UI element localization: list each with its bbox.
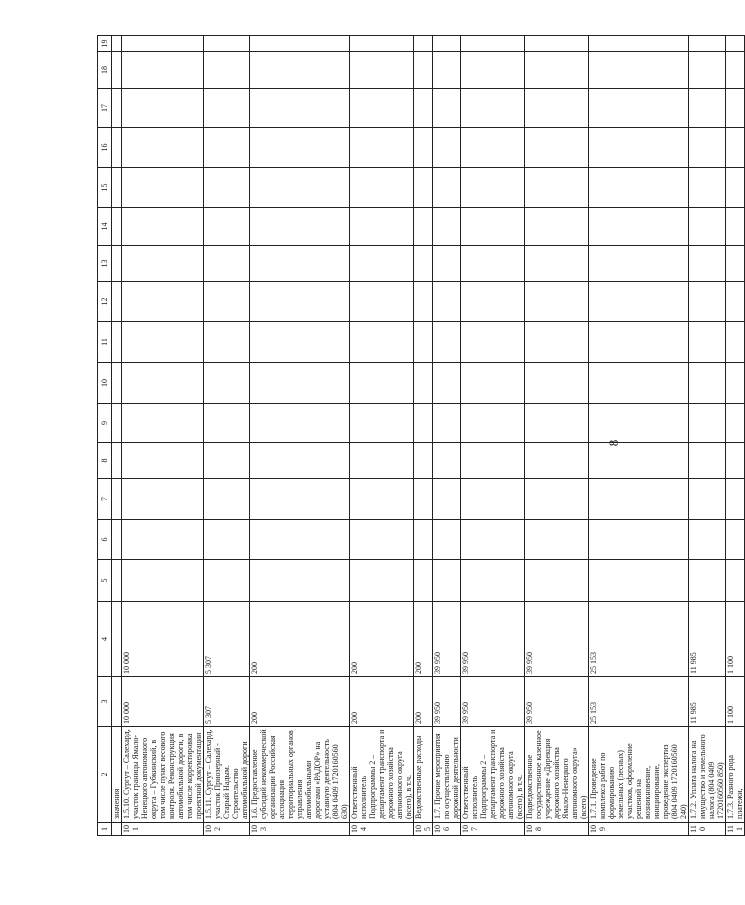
year-value-cell: 39 950 [433,602,461,677]
empty-cell [122,246,204,282]
empty-cell [122,208,204,246]
empty-cell [525,363,589,404]
total-value-cell: 200 [350,677,414,727]
row-name-cell: Ответственный исполнитель Подпрограммы 2 – департамент транспорта и дорожного хозяйства автономного округа (всего), в т.ч. [461,727,525,823]
row-name-cell: 1.7.1. Проведение комплекса работ по формированию земельных (лесных) участков, оформление решений на возникновение, инициирование, проведение экспертиз (804 0409 1720160560 240) [589,727,689,823]
empty-cell [525,208,589,246]
empty-cell [589,89,689,128]
empty-cell [112,246,122,282]
empty-cell [204,128,250,168]
total-value-cell: 200 [250,677,350,727]
empty-cell [525,520,589,560]
empty-cell [112,322,122,363]
total-value-cell: 1 100 [726,677,745,727]
empty-cell [414,36,433,52]
row-number-cell: 109 [589,823,689,836]
empty-cell [461,128,525,168]
year-value-cell [112,602,122,677]
row-name-cell: 1.5.10. Сургут – Салехард, участок границы Ямало-Ненецкого автономного округа – Губкинский, в том числе пункт весового контроля. Реконструкция автомобильной дороги, в том числе корректировка проектной документации [122,727,204,823]
empty-cell [461,520,525,560]
empty-cell [112,479,122,520]
empty-cell [525,560,589,602]
empty-cell [689,479,726,520]
column-header-6: 6 [98,520,112,560]
empty-cell [433,89,461,128]
empty-cell [461,52,525,89]
empty-cell [461,282,525,322]
empty-cell [122,52,204,89]
table-row [689,36,726,836]
empty-cell [112,520,122,560]
empty-cell [589,560,689,602]
empty-cell [204,168,250,208]
table-row [122,36,204,836]
empty-cell [461,479,525,520]
column-header-10: 10 [98,363,112,404]
total-value-cell: 11 985 [689,677,726,727]
empty-cell [726,404,745,443]
empty-cell [689,52,726,89]
empty-cell [689,322,726,363]
empty-cell [433,560,461,602]
empty-cell [589,322,689,363]
row-name-cell: значения [112,727,122,823]
empty-cell [122,520,204,560]
empty-cell [250,89,350,128]
table-row [414,36,433,836]
empty-cell [589,52,689,89]
total-value-cell [112,677,122,727]
empty-cell [350,322,414,363]
empty-cell [433,208,461,246]
row-number-cell: 110 [689,823,726,836]
empty-cell [433,520,461,560]
empty-cell [250,52,350,89]
budget-table [97,35,745,836]
empty-cell [204,246,250,282]
column-header-15: 15 [98,168,112,208]
empty-cell [112,36,122,52]
empty-cell [204,208,250,246]
empty-cell [204,404,250,443]
empty-cell [589,479,689,520]
empty-cell [689,128,726,168]
column-header-11: 11 [98,322,112,363]
table-row [204,36,250,836]
year-value-cell: 200 [414,602,433,677]
column-header-12: 12 [98,282,112,322]
empty-cell [250,363,350,404]
empty-cell [726,36,745,52]
empty-cell [433,128,461,168]
empty-cell [461,36,525,52]
empty-cell [525,128,589,168]
table-row [350,36,414,836]
total-value-cell: 39 950 [461,677,525,727]
row-name-cell: 1.5.11. Сургут – Салехард, участок Приозерный - Старый Надым. Строительство автомобильной дороги [204,727,250,823]
empty-cell [689,560,726,602]
row-number-cell [112,823,122,836]
empty-cell [250,246,350,282]
empty-cell [350,128,414,168]
empty-cell [250,36,350,52]
empty-cell [461,322,525,363]
table-row [525,36,589,836]
empty-cell [250,560,350,602]
empty-cell [589,168,689,208]
empty-cell [461,89,525,128]
empty-cell [525,404,589,443]
empty-cell [112,89,122,128]
empty-cell [112,282,122,322]
row-name-cell: 1.7. Прочие мероприятия по осуществлению дорожной деятельности [433,727,461,823]
empty-cell [414,282,433,322]
empty-cell [726,322,745,363]
empty-cell [122,560,204,602]
empty-cell [589,404,689,443]
empty-cell [461,404,525,443]
empty-cell [726,246,745,282]
row-number-cell: 104 [350,823,414,836]
empty-cell [112,208,122,246]
empty-cell [433,168,461,208]
table-row [726,36,745,836]
empty-cell [122,128,204,168]
empty-cell [250,404,350,443]
total-value-cell: 39 950 [525,677,589,727]
empty-cell [414,322,433,363]
empty-cell [525,89,589,128]
empty-cell [525,168,589,208]
row-name-cell: 1.6. Предоставление субсидий некоммерческой организации Российская ассоциация территориальных органов управления автомобильными дорогами «РАДОР» на уставную деятельность (804 0409 1720160560 630) [250,727,350,823]
row-name-cell: 1.7.3. Разного рода платежи, [726,727,745,823]
empty-cell [726,168,745,208]
year-value-cell: 25 153 [589,602,689,677]
empty-cell [525,479,589,520]
empty-cell [250,208,350,246]
empty-cell [525,322,589,363]
column-header-18: 18 [98,52,112,89]
empty-cell [112,363,122,404]
row-name-cell: Ведомственные расходы [414,727,433,823]
rotated-table-wrapper [97,36,744,836]
empty-cell [414,52,433,89]
empty-cell [589,246,689,282]
empty-cell [726,479,745,520]
empty-cell [250,282,350,322]
empty-cell [204,52,250,89]
empty-cell [122,282,204,322]
row-name-cell: Подведомственное государственное казенное учреждение «Дирекция дорожного хозяйства Ямало-Ненецкого автономного округа» (всего) [525,727,589,823]
empty-cell [589,36,689,52]
empty-cell [726,363,745,404]
empty-cell [726,128,745,168]
empty-cell [350,363,414,404]
empty-cell [250,479,350,520]
empty-cell [122,168,204,208]
empty-cell [204,36,250,52]
empty-cell [589,282,689,322]
total-value-cell: 10 000 [122,677,204,727]
row-number-cell: 108 [525,823,589,836]
empty-cell [122,36,204,52]
empty-cell [414,246,433,282]
empty-cell [525,36,589,52]
row-number-cell: 102 [204,823,250,836]
empty-cell [414,560,433,602]
empty-cell [250,443,350,479]
empty-cell [112,560,122,602]
table-row [250,36,350,836]
empty-cell [461,363,525,404]
column-header-7: 7 [98,479,112,520]
empty-cell [726,560,745,602]
empty-cell [112,404,122,443]
empty-cell [350,520,414,560]
column-header-9: 9 [98,404,112,443]
column-header-16: 16 [98,128,112,168]
empty-cell [112,168,122,208]
year-value-cell: 10 000 [122,602,204,677]
empty-cell [726,282,745,322]
empty-cell [689,246,726,282]
empty-cell [122,363,204,404]
empty-cell [689,520,726,560]
empty-cell [350,168,414,208]
empty-cell [112,443,122,479]
empty-cell [204,479,250,520]
empty-cell [726,443,745,479]
column-header-17: 17 [98,89,112,128]
empty-cell [589,208,689,246]
empty-cell [525,443,589,479]
row-number-cell: 105 [414,823,433,836]
empty-cell [433,479,461,520]
empty-cell [122,443,204,479]
empty-cell [204,363,250,404]
empty-cell [525,52,589,89]
empty-cell [350,208,414,246]
row-number-cell: 111 [726,823,745,836]
row-number-cell: 107 [461,823,525,836]
empty-cell [433,322,461,363]
empty-cell [122,89,204,128]
empty-cell [433,36,461,52]
column-header-5: 5 [98,560,112,602]
empty-cell [433,404,461,443]
empty-cell [350,479,414,520]
empty-cell [525,246,589,282]
empty-cell [350,282,414,322]
empty-cell [350,443,414,479]
empty-cell [414,520,433,560]
empty-cell [589,443,689,479]
empty-cell [726,208,745,246]
total-value-cell: 200 [414,677,433,727]
empty-cell [689,36,726,52]
year-value-cell: 5 307 [204,602,250,677]
empty-cell [433,363,461,404]
empty-cell [433,52,461,89]
column-header-4: 4 [98,602,112,677]
empty-cell [414,479,433,520]
empty-cell [350,52,414,89]
column-header-2: 2 [98,727,112,823]
page-number: 8 [606,439,621,447]
empty-cell [350,404,414,443]
empty-cell [589,520,689,560]
year-value-cell: 200 [250,602,350,677]
empty-cell [414,443,433,479]
empty-cell [250,322,350,363]
empty-cell [204,282,250,322]
column-header-1: 1 [98,823,112,836]
empty-cell [433,443,461,479]
year-value-cell: 1 100 [726,602,745,677]
table-row [433,36,461,836]
empty-cell [350,89,414,128]
empty-cell [414,89,433,128]
year-value-cell: 39 950 [461,602,525,677]
column-header-13: 13 [98,246,112,282]
empty-cell [414,128,433,168]
empty-cell [414,363,433,404]
row-number-cell: 101 [122,823,204,836]
empty-cell [689,282,726,322]
empty-cell [204,443,250,479]
empty-cell [122,322,204,363]
empty-cell [689,89,726,128]
empty-cell [461,560,525,602]
empty-cell [122,404,204,443]
table-row [589,36,689,836]
empty-cell [250,520,350,560]
empty-cell [350,36,414,52]
row-name-cell: 1.7.2. Уплата налога на имущество и земельного налога (804 0409 1720160560 850) [689,727,726,823]
empty-cell [414,208,433,246]
year-value-cell: 39 950 [525,602,589,677]
total-value-cell: 39 950 [433,677,461,727]
empty-cell [250,168,350,208]
empty-cell [204,322,250,363]
empty-cell [414,404,433,443]
empty-cell [461,208,525,246]
empty-cell [689,208,726,246]
empty-cell [461,443,525,479]
empty-cell [112,128,122,168]
empty-cell [112,52,122,89]
row-name-cell: Ответственный исполнитель Подпрограммы 2 – департамент транспорта и дорожного хозяйства автономного округа (всего), в т.ч. [350,727,414,823]
column-header-8: 8 [98,443,112,479]
empty-cell [689,443,726,479]
year-value-cell: 11 985 [689,602,726,677]
empty-cell [204,560,250,602]
empty-cell [689,404,726,443]
column-header-14: 14 [98,208,112,246]
empty-cell [350,246,414,282]
empty-cell [461,168,525,208]
empty-cell [726,520,745,560]
empty-cell [433,246,461,282]
empty-cell [689,363,726,404]
empty-cell [689,168,726,208]
empty-cell [589,363,689,404]
empty-cell [525,282,589,322]
table-row [112,36,122,836]
year-value-cell: 200 [350,602,414,677]
empty-cell [414,168,433,208]
total-value-cell: 5 307 [204,677,250,727]
row-number-cell: 106 [433,823,461,836]
empty-cell [122,479,204,520]
empty-cell [589,128,689,168]
total-value-cell: 25 153 [589,677,689,727]
empty-cell [433,282,461,322]
empty-cell [204,89,250,128]
empty-cell [726,52,745,89]
row-number-cell: 103 [250,823,350,836]
empty-cell [250,128,350,168]
empty-cell [204,520,250,560]
empty-cell [726,89,745,128]
table-row [461,36,525,836]
column-header-19: 19 [98,36,112,52]
column-header-3: 3 [98,677,112,727]
table-header-row [98,36,112,836]
empty-cell [350,560,414,602]
empty-cell [461,246,525,282]
